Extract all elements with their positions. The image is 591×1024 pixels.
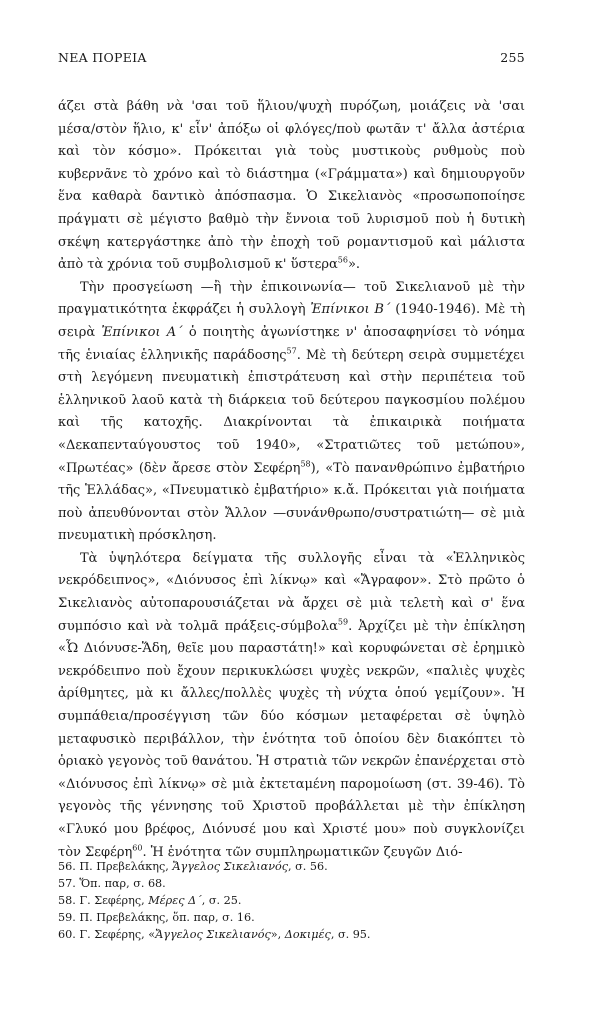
journal-title: ΝΕΑ ΠΟΡΕΙΑ (58, 50, 147, 65)
footnote (58, 892, 525, 909)
italic-title: Ἄγγελος Σικελιανός (155, 928, 271, 941)
footnote-reference: 58 (300, 459, 311, 469)
text-run: , σ. 95. (330, 928, 371, 941)
text-run: άζει στὰ βάθη νὰ 'σαι τοῦ ἥλιου/ψυχὴ πυρόζωη, μοιάζεις νὰ 'σαι μέσα/στὸν ἥλιο, κ' εἶν' ἀπόξω οἱ φλόγες/ποὺ φωτᾶν τ' ἄλλα ἀστέρια καὶ τὸν κόσμο». Πρόκειται γιὰ τοὺς μυστικοὺς ρυθμοὺς ποὺ κυβερνᾶνε τὸ χρόνο καὶ τὸ διάστημα («Γράμματα») καὶ δημιουργοῦν ἕνα καθαρὰ δαντικὸ ἀπόσπασμα. Ὁ Σικελιανὸς «προσωποποίησε πράγματι σὲ μέγιστο βαθμὸ τὴν ἔννοια τοῦ λυρισμοῦ ποὺ ἡ δυτικὴ σκέψη κατεργάστηκε ἀπὸ τὴν ἐποχὴ τοῦ ρομαντισμοῦ καὶ μάλιστα ἀπὸ τὰ χρόνια τοῦ συμβολισμοῦ κ' ὕστερα (58, 99, 525, 273)
body-paragraph (58, 96, 525, 277)
italic-title: Μέρες Δ΄ (148, 894, 202, 907)
running-head (58, 50, 525, 65)
text-run: 60. Γ. Σεφέρης, « (58, 928, 156, 941)
footnotes (58, 858, 525, 943)
footnote-reference: 60 (132, 843, 143, 853)
text-run: . Ἀρχίζει μὲ τὴν ἐπίκληση «Ὦ Διόνυσε-Ἅδη, θεῖε μου παραστάτη!» καὶ κορυφώνεται σὲ ἐρημικὸ νεκρόδειπνο ποὺ ἔχουν περικυκλώσει ψυχὲς νεκρῶν, «παλιὲς ψυχὲς ἀρίθμητες, μὰ κι ἄλλες/πολλὲς ψυχὲς τὴ νύχτα ὁπού γεμίζουν». Ἡ συμπάθεια/προσέγγιση τῶν δύο κόσμων μεταφέρεται σὲ ὑψηλὸ μεταφυσικὸ περιβάλλον, τὴν ἑνότητα τοῦ ὁποίου δὲν διακόπτει τὸ ὁριακὸ γεγονὸς τοῦ θανάτου. Ἡ στρατιὰ τῶν νεκρῶν ἐπανέρχεται στὸ «Διόνυσος ἐπὶ λίκνῳ» σὲ μιὰ ἐκτεταμένη παρομοίωση (στ. 39-46). Τὸ γεγονὸς τῆς γέννησης τοῦ Χριστοῦ προβάλλεται μὲ τὴν ἐπίκληση «Γλυκό μου βρέφος, Διόνυσέ μου καὶ Χριστέ μου» ποὺ συγκλονίζει τὸν Σεφέρη (58, 618, 525, 860)
text-run: ὁ ποιητὴς ἀγωνίστηκε ν' ἀποσαφηνίσει τὸ νόημα τῆς ἑνιαίας ἑλληνικῆς παράδοσης (58, 324, 525, 363)
text-run: 56. Π. Πρεβελάκης, (58, 860, 173, 873)
footnote (58, 858, 525, 875)
footnote (58, 926, 525, 943)
text-run: 59. Π. Πρεβελάκης, ὅπ. παρ, σ. 16. (58, 911, 255, 924)
text-run: (1940-1946). Μὲ τὴ σειρὰ (58, 302, 525, 340)
italic-title: Δοκιμές (284, 928, 331, 941)
text-run: ». (347, 257, 361, 273)
footnote-reference: 59 (337, 617, 349, 627)
text-run: . Μὲ τὴ δεύτερη σειρὰ συμμετέχει στὴ λεγόμενη πνευματικὴ ἐπιστράτευση καὶ στὴν περιπέτεια τοῦ ἑλληνικοῦ λαοῦ κατὰ τὴ διάρκεια τοῦ δεύτερου παγκοσμίου πολέμου καὶ τῆς κατοχῆς. Διακρίνονται τὰ ἐπικαιρικὰ ποιήματα «Δεκαπενταύγουστος τοῦ 1940», «Στρατιῶτες τοῦ μετώπου», «Πρωτέας» (δὲν ἄρεσε στὸν Σεφέρη (58, 347, 525, 476)
italic-title: Ἐπίνικοι Β΄ (310, 302, 391, 318)
footnote-reference: 57 (286, 346, 297, 356)
text-run: , σ. 56. (288, 860, 328, 873)
footnote (58, 909, 525, 926)
text-run: », (270, 928, 285, 941)
italic-title: Ἐπίνικοι Α΄ (101, 324, 183, 340)
text-run: Τὴν προσγείωση —ἢ τὴν ἐπικοινωνία— τοῦ Σικελιανοῦ μὲ τὴν πραγματικότητα ἐκφράζει ἡ συλλογὴ (58, 279, 525, 318)
italic-title: Ἄγγελος Σικελιανός (172, 860, 289, 873)
body-paragraph (58, 548, 525, 864)
footnote-reference: 56 (337, 255, 348, 265)
text-run: . Ἡ ἑνότητα τῶν συμπληρωματικῶν ζευγῶν Διό- (142, 844, 463, 860)
footnote (58, 875, 525, 892)
text-run: 58. Γ. Σεφέρης, (58, 894, 149, 907)
text-run: , σ. 25. (201, 894, 242, 907)
page-number: 255 (500, 50, 525, 65)
text-run: ), «Τὸ πανανθρώπινο ἐμβατήριο τῆς Ἑλλάδας», «Πνευματικὸ ἐμβατήριο» κ.ἄ. Πρόκειται γιὰ ποιήματα ποὺ ἀπευθύνονται στὸν Ἄλλον —συνάνθρωπο/συστρατιώτη— σὲ μιὰ πνευματικὴ πρόσκληση. (58, 460, 525, 544)
body-paragraph (58, 277, 525, 548)
text-run: 57. Ὅπ. παρ, σ. 68. (58, 877, 166, 890)
body-text (58, 96, 525, 864)
text-run: Τὰ ὑψηλότερα δείγματα τῆς συλλογῆς εἶναι τὰ «Ἑλληνικὸς νεκρόδειπνος», «Διόνυσος ἐπὶ λίκνῳ» καὶ «Ἄγραφον». Στὸ πρῶτο ὁ Σικελιανὸς αὐτοπαρουσιάζεται νὰ ἄρχει σὲ μιὰ τελετὴ καὶ σ' ἕνα συμπόσιο καὶ νὰ τολμᾶ πράξεις-σύμβολα (58, 550, 525, 634)
